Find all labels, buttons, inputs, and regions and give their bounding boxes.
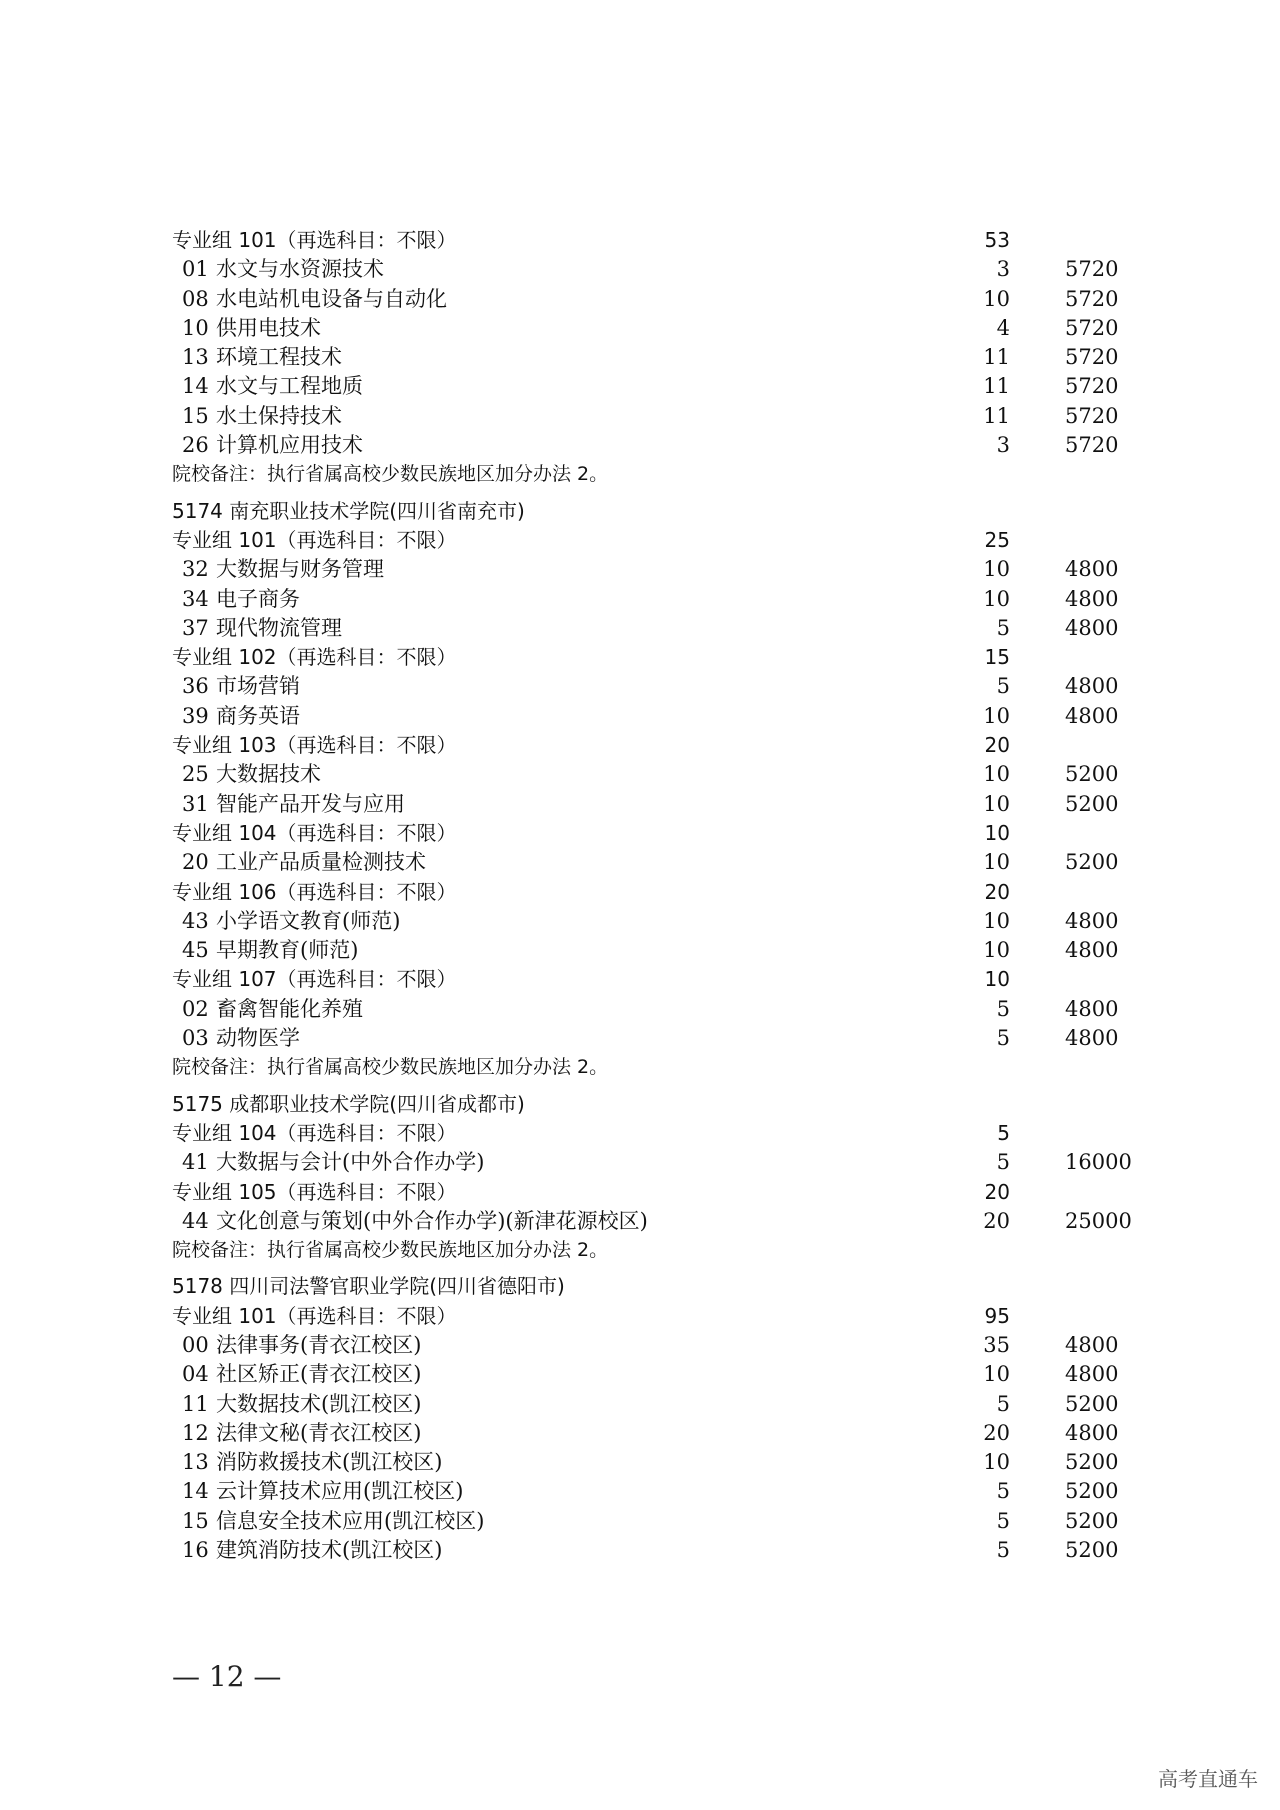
major-code: 39 [182, 703, 209, 728]
major-row [172, 255, 1172, 284]
major-group-row [172, 1119, 1172, 1148]
major-row [172, 1148, 1172, 1177]
group-label: 专业组 102（再选科目：不限） [172, 645, 457, 670]
major-row [172, 1331, 1172, 1360]
major-code: 16 [182, 1538, 209, 1563]
major-name: 商务英语 [216, 703, 300, 728]
major-row [172, 1207, 1172, 1236]
major-row [172, 1419, 1172, 1448]
major-code: 14 [182, 1479, 209, 1504]
major-name: 大数据与财务管理 [216, 557, 384, 582]
major-code: 01 [182, 257, 209, 282]
plan-count: 5 [996, 996, 1010, 1021]
major-group-row [172, 643, 1172, 672]
tuition-fee: 5200 [1065, 1391, 1119, 1416]
major-code: 37 [182, 615, 209, 640]
major-row [172, 372, 1172, 401]
tuition-fee: 5720 [1065, 433, 1119, 458]
major-code: 13 [182, 1450, 209, 1475]
major-name: 建筑消防技术(凯江校区) [216, 1538, 443, 1563]
tuition-fee: 4800 [1065, 615, 1119, 640]
major-group-row [172, 878, 1172, 907]
major-row [172, 995, 1172, 1024]
major-name: 小学语文教育(师范) [216, 908, 401, 933]
major-row [172, 790, 1172, 819]
group-count: 10 [984, 820, 1010, 845]
major-code: 13 [182, 345, 209, 370]
major-group-row [172, 1302, 1172, 1331]
school-note: 院校备注：执行省属高校少数民族地区加分办法 2。 [172, 1056, 609, 1079]
major-row [172, 314, 1172, 343]
plan-count: 4 [996, 315, 1010, 340]
plan-count: 5 [996, 674, 1010, 699]
group-count: 20 [984, 733, 1010, 758]
major-row [172, 343, 1172, 372]
tuition-fee: 5200 [1065, 762, 1119, 787]
major-code: 20 [182, 850, 209, 875]
plan-count: 5 [996, 615, 1010, 640]
plan-count: 10 [983, 1450, 1010, 1475]
group-label: 专业组 101（再选科目：不限） [172, 527, 457, 552]
major-row [172, 760, 1172, 789]
plan-count: 5 [996, 1026, 1010, 1051]
major-group-row [172, 819, 1172, 848]
major-name: 法律事务(青衣江校区) [216, 1332, 422, 1357]
major-name: 供用电技术 [216, 315, 321, 340]
tuition-fee: 5200 [1065, 850, 1119, 875]
group-label: 专业组 103（再选科目：不限） [172, 733, 457, 758]
major-code: 36 [182, 674, 209, 699]
tuition-fee: 4800 [1065, 996, 1119, 1021]
watermark-text: 高考直通车 [1158, 1767, 1258, 1791]
major-name: 工业产品质量检测技术 [216, 850, 426, 875]
major-code: 34 [182, 586, 209, 611]
group-count: 53 [984, 228, 1010, 252]
tuition-fee: 5200 [1065, 1508, 1119, 1533]
tuition-fee: 5200 [1065, 1479, 1119, 1504]
major-row [172, 907, 1172, 936]
school-note: 院校备注：执行省属高校少数民族地区加分办法 2。 [172, 1239, 609, 1262]
school-header-row [172, 1272, 1172, 1301]
school-header-row [172, 1090, 1172, 1119]
plan-count: 3 [996, 433, 1010, 458]
major-name: 水电站机电设备与自动化 [216, 286, 447, 311]
major-name: 大数据技术 [216, 762, 321, 787]
major-name: 法律文秘(青衣江校区) [216, 1420, 422, 1445]
major-row [172, 1536, 1172, 1565]
major-group-row [172, 1178, 1172, 1207]
plan-count: 10 [983, 791, 1010, 816]
major-row [172, 848, 1172, 877]
group-count: 25 [984, 527, 1010, 552]
major-row [172, 936, 1172, 965]
major-code: 15 [182, 403, 209, 428]
plan-count: 11 [983, 345, 1010, 370]
group-label: 专业组 106（再选科目：不限） [172, 879, 457, 904]
plan-count: 20 [983, 1208, 1010, 1233]
major-group-row [172, 731, 1172, 760]
major-code: 45 [182, 938, 209, 963]
major-code: 26 [182, 433, 209, 458]
plan-count: 10 [983, 557, 1010, 582]
tuition-fee: 4800 [1065, 557, 1119, 582]
group-label: 专业组 101（再选科目：不限） [172, 1303, 457, 1328]
major-group-row [172, 965, 1172, 994]
tuition-fee: 5720 [1065, 286, 1119, 311]
major-row [172, 1390, 1172, 1419]
tuition-fee: 5720 [1065, 345, 1119, 370]
plan-count: 10 [983, 908, 1010, 933]
tuition-fee: 4800 [1065, 1420, 1119, 1445]
tuition-fee: 4800 [1065, 1026, 1119, 1051]
school-note: 院校备注：执行省属高校少数民族地区加分办法 2。 [172, 463, 609, 486]
major-name: 早期教育(师范) [216, 938, 359, 963]
school-name: 5174 南充职业技术学院(四川省南充市) [172, 498, 525, 523]
major-name: 畜禽智能化养殖 [216, 996, 363, 1021]
plan-count: 5 [996, 1479, 1010, 1504]
plan-count: 3 [996, 257, 1010, 282]
plan-count: 35 [983, 1332, 1010, 1357]
plan-count: 10 [983, 762, 1010, 787]
major-code: 00 [182, 1332, 209, 1357]
tuition-fee: 5200 [1065, 1450, 1119, 1475]
major-row [172, 585, 1172, 614]
major-code: 03 [182, 1026, 209, 1051]
plan-count: 10 [983, 286, 1010, 311]
tuition-fee: 4800 [1065, 1332, 1119, 1357]
group-count: 20 [984, 1179, 1010, 1204]
group-count: 10 [984, 967, 1010, 992]
school-note-row [172, 1236, 1172, 1265]
major-code: 25 [182, 762, 209, 787]
plan-count: 10 [983, 850, 1010, 875]
major-code: 04 [182, 1362, 209, 1387]
major-name: 大数据技术(凯江校区) [216, 1391, 422, 1416]
major-name: 水文与水资源技术 [216, 257, 384, 282]
major-row [172, 702, 1172, 731]
group-count: 5 [997, 1120, 1010, 1145]
major-code: 12 [182, 1420, 209, 1445]
tuition-fee: 4800 [1065, 674, 1119, 699]
group-count: 20 [984, 879, 1010, 904]
major-group-row [172, 526, 1172, 555]
major-row [172, 1477, 1172, 1506]
plan-count: 10 [983, 938, 1010, 963]
major-code: 31 [182, 791, 209, 816]
major-row [172, 285, 1172, 314]
tuition-fee: 4800 [1065, 703, 1119, 728]
page-number: — 12 — [172, 1660, 282, 1693]
tuition-fee: 4800 [1065, 1362, 1119, 1387]
plan-count: 20 [983, 1420, 1010, 1445]
major-name: 信息安全技术应用(凯江校区) [216, 1508, 485, 1533]
plan-count: 11 [983, 374, 1010, 399]
major-name: 大数据与会计(中外合作办学) [216, 1150, 485, 1175]
tuition-fee: 5200 [1065, 791, 1119, 816]
major-code: 32 [182, 557, 209, 582]
group-label: 专业组 107（再选科目：不限） [172, 967, 457, 992]
plan-count: 5 [996, 1538, 1010, 1563]
major-row [172, 555, 1172, 584]
major-name: 水文与工程地质 [216, 374, 363, 399]
tuition-fee: 4800 [1065, 938, 1119, 963]
major-code: 15 [182, 1508, 209, 1533]
school-note-row [172, 1053, 1172, 1082]
group-label: 专业组 104（再选科目：不限） [172, 820, 457, 845]
tuition-fee: 5720 [1065, 374, 1119, 399]
major-row [172, 402, 1172, 431]
tuition-fee: 5720 [1065, 315, 1119, 340]
major-name: 社区矫正(青衣江校区) [216, 1362, 422, 1387]
group-count: 15 [984, 645, 1010, 670]
major-code: 10 [182, 315, 209, 340]
major-row [172, 1360, 1172, 1389]
plan-count: 5 [996, 1391, 1010, 1416]
major-code: 02 [182, 996, 209, 1021]
tuition-fee: 5200 [1065, 1538, 1119, 1563]
admission-plan-table [172, 226, 1172, 1565]
major-name: 智能产品开发与应用 [216, 791, 405, 816]
plan-count: 10 [983, 1362, 1010, 1387]
major-code: 08 [182, 286, 209, 311]
major-row [172, 431, 1172, 460]
major-row [172, 1448, 1172, 1477]
plan-count: 10 [983, 703, 1010, 728]
major-code: 43 [182, 908, 209, 933]
major-name: 水土保持技术 [216, 403, 342, 428]
major-name: 环境工程技术 [216, 345, 342, 370]
school-name: 5175 成都职业技术学院(四川省成都市) [172, 1091, 525, 1116]
major-name: 现代物流管理 [216, 615, 342, 640]
major-name: 市场营销 [216, 674, 300, 699]
school-name: 5178 四川司法警官职业学院(四川省德阳市) [172, 1274, 565, 1299]
tuition-fee: 4800 [1065, 586, 1119, 611]
major-row [172, 1024, 1172, 1053]
major-name: 云计算技术应用(凯江校区) [216, 1479, 464, 1504]
tuition-fee: 4800 [1065, 908, 1119, 933]
tuition-fee: 25000 [1065, 1208, 1132, 1233]
school-note-row [172, 460, 1172, 489]
group-label: 专业组 104（再选科目：不限） [172, 1120, 457, 1145]
school-header-row [172, 497, 1172, 526]
major-row [172, 672, 1172, 701]
group-label: 专业组 105（再选科目：不限） [172, 1179, 457, 1204]
major-group-row [172, 226, 1172, 255]
major-code: 44 [182, 1208, 209, 1233]
plan-count: 5 [996, 1150, 1010, 1175]
tuition-fee: 16000 [1065, 1150, 1132, 1175]
group-label: 专业组 101（再选科目：不限） [172, 228, 457, 252]
tuition-fee: 5720 [1065, 403, 1119, 428]
major-row [172, 1507, 1172, 1536]
group-count: 95 [984, 1303, 1010, 1328]
plan-count: 5 [996, 1508, 1010, 1533]
tuition-fee: 5720 [1065, 257, 1119, 282]
major-code: 41 [182, 1150, 209, 1175]
major-name: 消防救援技术(凯江校区) [216, 1450, 443, 1475]
major-name: 文化创意与策划(中外合作办学)(新津花源校区) [216, 1208, 648, 1233]
major-name: 电子商务 [216, 586, 300, 611]
major-row [172, 614, 1172, 643]
major-name: 动物医学 [216, 1026, 300, 1051]
major-code: 14 [182, 374, 209, 399]
plan-count: 10 [983, 586, 1010, 611]
plan-count: 11 [983, 403, 1010, 428]
major-code: 11 [182, 1391, 209, 1416]
major-name: 计算机应用技术 [216, 433, 363, 458]
